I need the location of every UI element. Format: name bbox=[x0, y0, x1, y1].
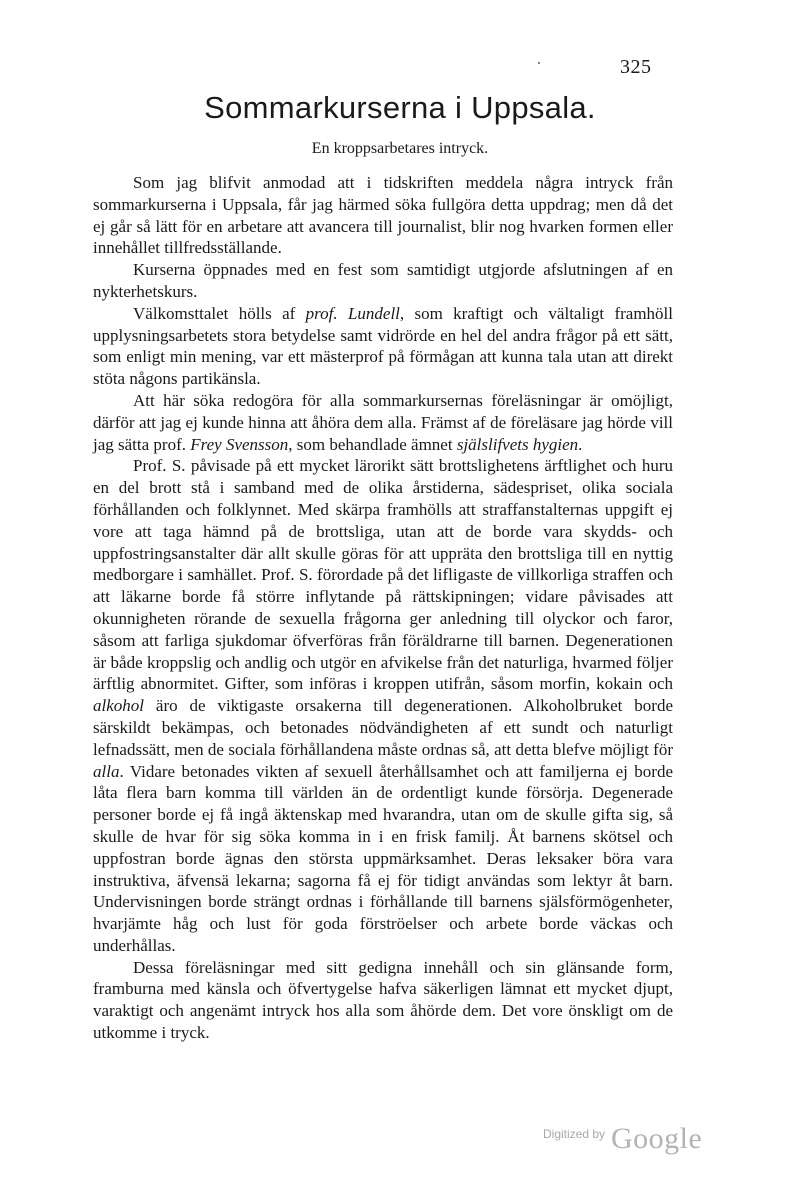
text-run: äro de viktigaste orsakerna till degenerationen. Alkoholbruket borde särskildt bekämpas, och betonades nödvändigheten af ett sundt och naturligt lefnadssätt, men de sociala förhållandena måste ordnas så, att detta blefve möjligt för bbox=[93, 696, 673, 759]
article-subtitle: En kroppsarbetares intryck. bbox=[311, 140, 489, 157]
text-run: Kurserna öppnades med en fest som samtidigt utgjorde afslutningen af en nykterhetskurs. bbox=[93, 260, 673, 301]
body-paragraph bbox=[93, 259, 673, 303]
page-number: 325 bbox=[620, 56, 652, 78]
google-watermark: Google bbox=[611, 1122, 703, 1155]
text-run: Dessa föreläsningar med sitt gedigna innehåll och sin glänsande form, framburna med känsla och öfvertygelse hafva säkerligen lämnat ett mycket djupt, varaktigt och angenämt intryck hos alla som åhörde dem. Det vore önskligt om de utkomme i tryck. bbox=[93, 957, 673, 1043]
italic-phrase: prof. Lundell bbox=[305, 303, 400, 323]
print-speck bbox=[538, 62, 540, 64]
text-run: Välkomsttalet hölls af bbox=[133, 303, 306, 323]
text-run: Som jag blifvit anmodad att i tidskriften meddela några intryck från sommarkurserna i Uppsala, får jag härmed söka fullgöra detta uppdrag; men då det ej går så lätt för en arbetare att avancera till journalist, blir nog hvarken formen eller innehållet tillfredsställande. bbox=[93, 173, 673, 258]
italic-phrase: Frey Svensson bbox=[190, 434, 289, 454]
text-run: , som behandlade ämnet bbox=[288, 434, 457, 454]
digitized-by-label: Digitized by bbox=[543, 1127, 606, 1141]
body-paragraph bbox=[93, 303, 673, 390]
body-paragraph bbox=[93, 172, 673, 259]
text-run: . Vidare betonades vikten af sexuell återhållsamhet och att familjerna ej borde låta flera barn komma till världen än de ordentligt kunde försörja. Degenerade personer borde ej få ingå äktenskap med hvarandra, utan om de skulle gifta sig, så skulle de hvar för sig söka komma in i en frisk familj. Åt barnens skötsel och uppfostran borde ägnas den största uppmärksamhet. Deras leksaker böra vara instruktiva, äfvensä lekarna; sagorna få ej för tidigt användas som lektyr åt barn. Undervisningen borde strängt ordnas i förhållande till barnens själsförmögenheter, hvarjämte håg och lust för goda förströelser och arbete borde väckas och underhållas. bbox=[93, 761, 673, 955]
italic-phrase: alkohol bbox=[93, 696, 144, 716]
body-paragraph bbox=[93, 390, 673, 455]
body-paragraph bbox=[93, 957, 673, 1044]
text-run: , som kraftigt och vältaligt framhöll upplysningsarbetets stora betydelse samt vidrörde en hel del andra frågor på ett sätt, som enligt min mening, var ett mästerprof på förmågan att kunna tala utan att direkt stöta någons partikänsla. bbox=[93, 303, 674, 389]
text-run: Att här söka redogöra för alla sommarkursernas föreläsningar är omöjligt, därför att jag ej kunde hinna att åhöra dem alla. Främst af de föreläsare jag hörde vill jag sätta prof. bbox=[93, 390, 673, 454]
text-run: Prof. S. påvisade på ett mycket lärorikt sätt brottslighetens ärftlighet och huru en del brott stå i samband med de olika årstiderna, sädespriset, olika sociala förhållanden och folklynnet. Med skärpa framhölls att straffanstalternas uppgift ej vore att taga hämnd på de brottsliga, utan att de borde vara skydds- och uppfostringsanstalter där allt skulle göras för att uppräta den brottsliga till en nyttig medborgare i samhället. Prof. S. förordade på det lifligaste de villkorliga straffen och att läkarne borde få större inflytande på rättskipningen; vidare påvisades att okunnigheten rörande de sexuella frågorna ger anledning till olyckor och faror, såsom att farliga sjukdomar öfverföras från föräldrarne till barnen. Degenerationen är både kroppslig och andlig och utgör en afvikelse från det naturliga, hvarmed följer ärftlig abnormitet. Gifter, som införas i kroppen utifrån, såsom morfin, kokain och bbox=[93, 456, 673, 694]
italic-phrase: själslifvets hygien bbox=[456, 434, 579, 454]
article-title: Sommarkurserna i Uppsala. bbox=[204, 90, 596, 125]
article-body bbox=[93, 172, 673, 1044]
italic-phrase: alla bbox=[93, 761, 120, 781]
text-run: . bbox=[578, 434, 583, 454]
body-paragraph bbox=[93, 455, 673, 956]
